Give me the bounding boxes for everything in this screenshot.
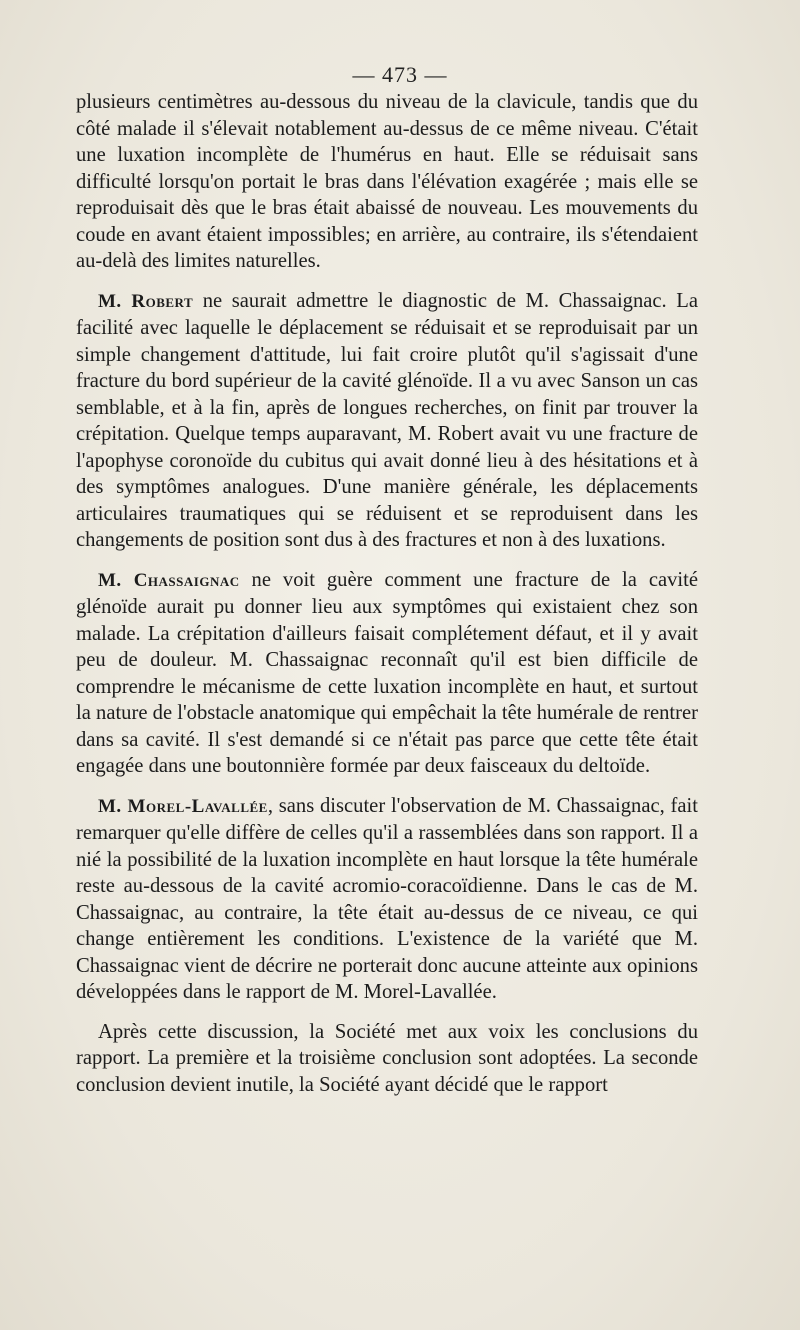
- paragraph-text: ne saurait admettre le diagnostic de M. Chassaignac. La facilité avec laquelle le déplacement se réduisait et se reproduisait par un simple changement d'attitude, lui fait croire plutôt qu'il s'agissait d'une fracture du bord supérieur de la cavité glénoïde. Il a vu avec Sanson un cas semblable, et à la fin, après de longues recherches, on finit par trouver la crépitation. Quelque temps auparavant, M. Robert avait vu une fracture de l'apophyse coronoïde du cubitus qui avait donné lieu à des hésitations et à des symptômes analogues. D'une manière générale, les déplacements articulaires traumatiques qui se réduisent et se reproduisent dans les changements de position sont dus à des fractures et non à des luxations.: [76, 289, 698, 551]
- paragraph-continuation: [76, 89, 698, 275]
- paragraph-robert: [76, 288, 698, 554]
- paragraph-morel-lavallee: [76, 793, 698, 1006]
- paragraph-text: , sans discuter l'observation de M. Chassaignac, fait remarquer qu'elle diffère de celles qu'il a rassemblées dans son rapport. Il a nié la possibilité de la luxation incomplète en haut lorsque la tête humérale reste au-dessous de la cavité acromio-coracoïdienne. Dans le cas de M. Chassaignac, au contraire, la tête était au-dessus de ce niveau, ce qui change entièrement les conditions. L'existence de la variété que M. Chassaignac vient de décrire ne porterait donc aucune atteinte aux opinions développées dans le rapport de M. Morel-Lavallée.: [76, 794, 698, 1003]
- paragraph-conclusion: [76, 1019, 698, 1099]
- paragraph-text: plusieurs centimètres au-dessous du niveau de la clavicule, tandis que du côté malade il s'élevait notablement au-dessus de ce même niveau. C'était une luxation incomplète de l'humérus en haut. Elle se réduisait sans difficulté lorsqu'on portait le bras dans l'élévation exagérée ; mais elle se reproduisait dès que le bras était abaissé de nouveau. Les mouvements du coude en avant étaient impossibles; en arrière, au contraire, ils s'étendaient au-delà des limites naturelles.: [76, 91, 698, 272]
- speaker-name: M. Robert: [98, 290, 194, 312]
- speaker-name: M. Chassaignac: [98, 569, 240, 591]
- page-number: — 473 —: [352, 62, 448, 87]
- paragraph-chassaignac: [76, 567, 698, 780]
- body-text: [76, 89, 698, 1098]
- speaker-name: M. Morel-Lavallée: [98, 795, 268, 817]
- paragraph-text: Après cette discussion, la Société met aux voix les conclusions du rapport. La première et la troisième conclusion sont adoptées. La seconde conclusion devient inutile, la Société ayant décidé que le rapport: [76, 1020, 698, 1096]
- paragraph-text: ne voit guère comment une fracture de la cavité glénoïde aurait pu donner lieu aux symptômes qui existaient chez son malade. La crépitation d'ailleurs faisait complétement défaut, et il y avait peu de douleur. M. Chassaignac reconnaît qu'il est bien difficile de comprendre le mécanisme de cette luxation incomplète en haut, et surtout la nature de l'obstacle anatomique qui empêchait la tête humérale de rentrer dans sa cavité. Il s'est demandé si ce n'était pas parce que cette tête était engagée dans une boutonnière formée par deux faisceaux du deltoïde.: [76, 568, 698, 777]
